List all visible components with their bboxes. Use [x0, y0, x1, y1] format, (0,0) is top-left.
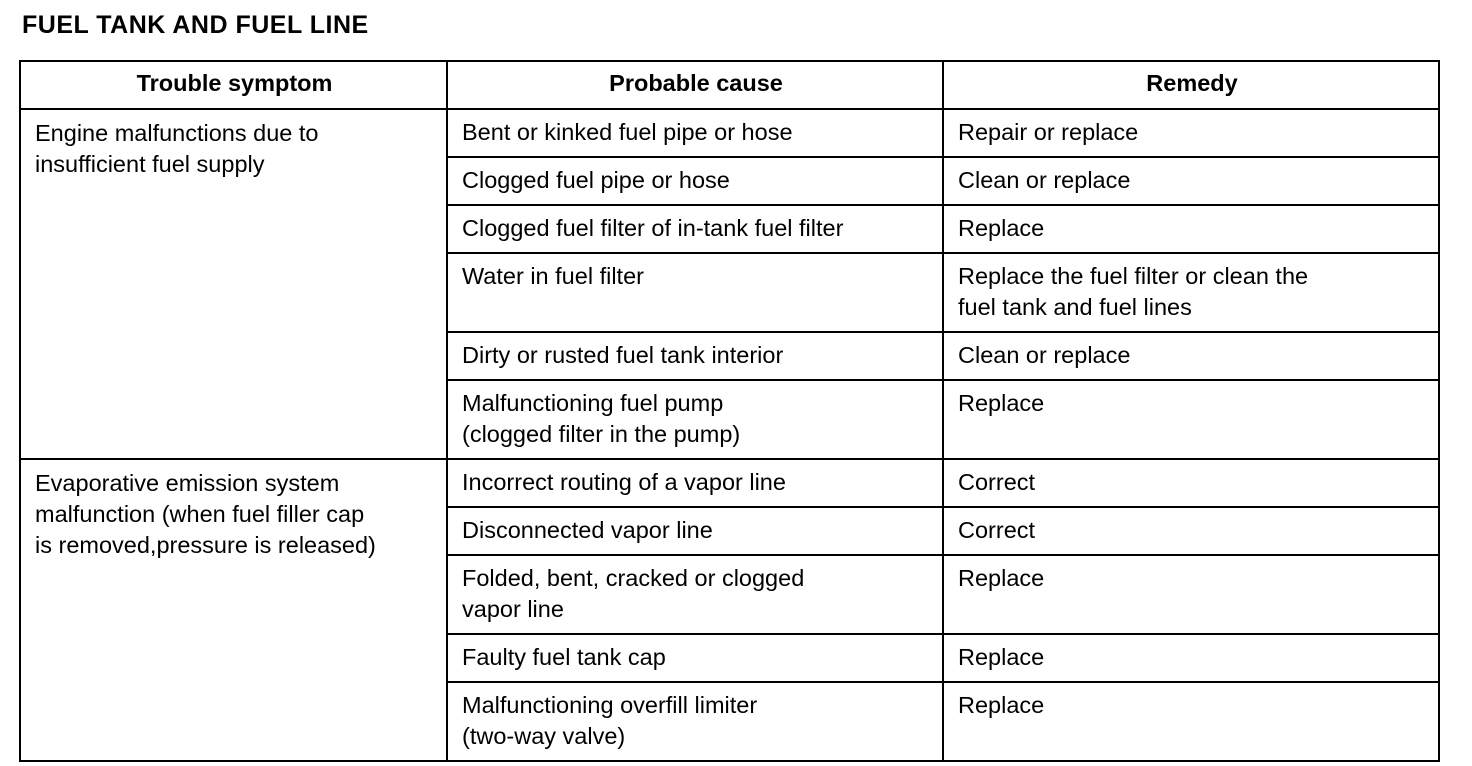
cause-cell: Clogged fuel pipe or hose — [447, 157, 943, 205]
remedy-cell: Replace — [943, 634, 1439, 682]
symptom-cell: Engine malfunctions due to insufficient fuel supply — [20, 109, 447, 459]
remedy-cell: Replace — [943, 380, 1439, 459]
cause-cell: Malfunctioning fuel pump (clogged filter in the pump) — [447, 380, 943, 459]
troubleshooting-table — [19, 60, 1440, 762]
table-row — [20, 109, 1439, 157]
cause-cell: Water in fuel filter — [447, 253, 943, 332]
remedy-cell: Replace — [943, 205, 1439, 253]
cause-cell: Dirty or rusted fuel tank interior — [447, 332, 943, 380]
remedy-cell: Repair or replace — [943, 109, 1439, 157]
header-trouble-symptom: Trouble symptom — [20, 61, 447, 109]
remedy-cell: Clean or replace — [943, 157, 1439, 205]
cause-cell: Malfunctioning overfill limiter (two-way valve) — [447, 682, 943, 761]
cause-cell: Folded, bent, cracked or clogged vapor line — [447, 555, 943, 634]
header-remedy: Remedy — [943, 61, 1439, 109]
cause-cell: Incorrect routing of a vapor line — [447, 459, 943, 507]
cause-cell: Disconnected vapor line — [447, 507, 943, 555]
cause-cell: Faulty fuel tank cap — [447, 634, 943, 682]
header-probable-cause: Probable cause — [447, 61, 943, 109]
remedy-cell: Replace — [943, 682, 1439, 761]
page-title: FUEL TANK AND FUEL LINE — [22, 11, 369, 39]
cause-cell: Bent or kinked fuel pipe or hose — [447, 109, 943, 157]
remedy-cell: Correct — [943, 459, 1439, 507]
remedy-cell: Replace — [943, 555, 1439, 634]
cause-cell: Clogged fuel filter of in-tank fuel filter — [447, 205, 943, 253]
table-row — [20, 459, 1439, 507]
remedy-cell: Replace the fuel filter or clean the fuel tank and fuel lines — [943, 253, 1439, 332]
remedy-cell: Clean or replace — [943, 332, 1439, 380]
symptom-cell: Evaporative emission system malfunction (when fuel filler cap is removed,pressure is released) — [20, 459, 447, 761]
header-row — [20, 61, 1439, 109]
remedy-cell: Correct — [943, 507, 1439, 555]
